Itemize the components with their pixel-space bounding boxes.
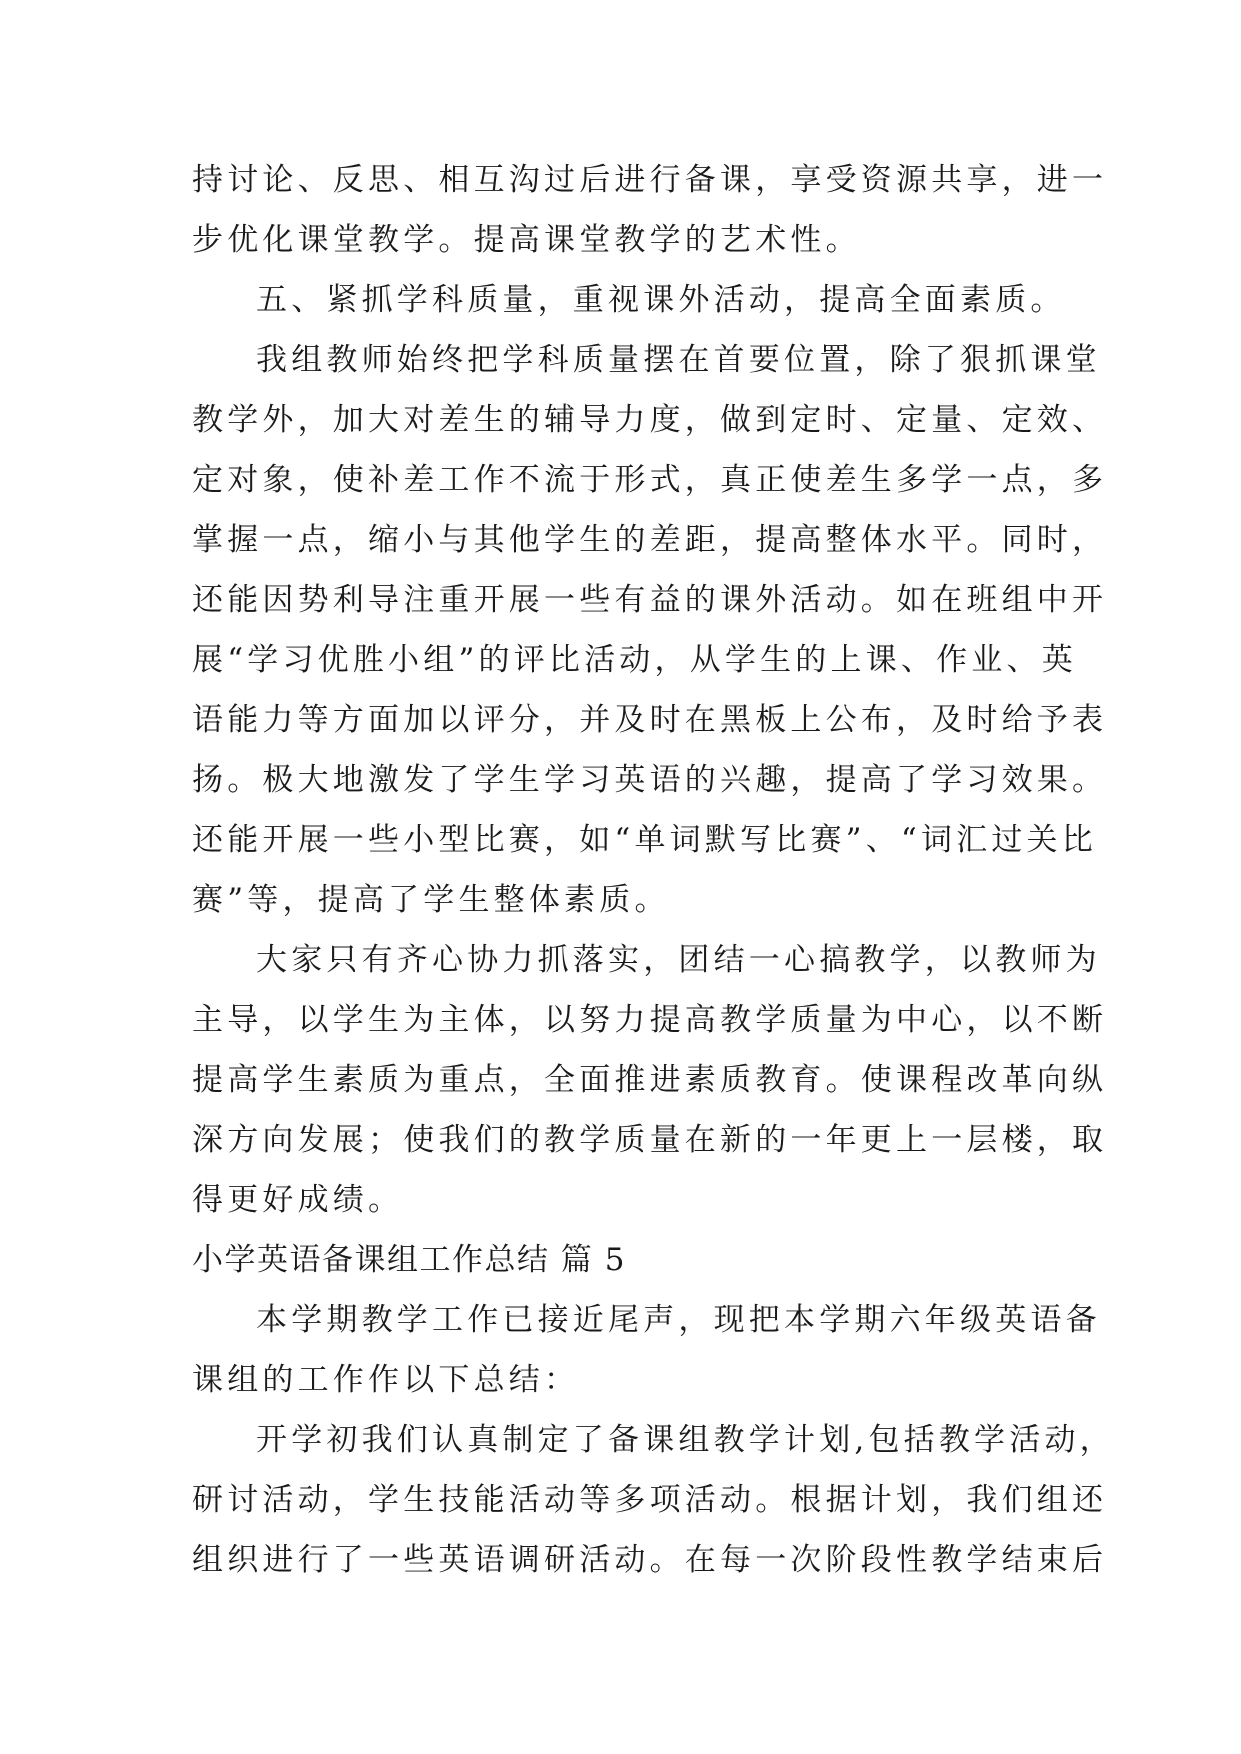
text-line: 赛”等，提高了学生整体素质。 — [192, 882, 670, 918]
text-line: 研讨活动，学生技能活动等多项活动。根据计划，我们组还 — [192, 1482, 1108, 1518]
text-line: 语能力等方面加以评分，并及时在黑板上公布，及时给予表 — [192, 702, 1108, 738]
article-title: 小学英语备课组工作总结 篇 5 — [192, 1242, 626, 1278]
text-line: 本学期教学工作已接近尾声，现把本学期六年级英语备 — [256, 1302, 1101, 1338]
text-line: 开学初我们认真制定了备课组教学计划,包括教学活动， — [256, 1422, 1115, 1458]
text-line: 扬。极大地激发了学生学习英语的兴趣，提高了学习效果。 — [192, 762, 1108, 798]
text-line: 我组教师始终把学科质量摆在首要位置，除了狠抓课堂 — [256, 342, 1101, 378]
text-line: 主导，以学生为主体，以努力提高教学质量为中心，以不断 — [192, 1002, 1108, 1038]
text-line: 提高学生素质为重点，全面推进素质教育。使课程改革向纵 — [192, 1062, 1108, 1098]
text-line: 还能开展一些小型比赛，如“单词默写比赛”、“词汇过关比 — [192, 822, 1097, 858]
text-line: 组织进行了一些英语调研活动。在每一次阶段性教学结束后 — [192, 1542, 1108, 1578]
text-line: 大家只有齐心协力抓落实，团结一心搞教学，以教师为 — [256, 942, 1101, 978]
text-line: 得更好成绩。 — [192, 1182, 404, 1218]
text-line: 持讨论、反思、相互沟过后进行备课，享受资源共享，进一 — [192, 162, 1108, 198]
document-body — [192, 150, 1115, 1590]
text-line: 掌握一点，缩小与其他学生的差距，提高整体水平。同时， — [192, 522, 1108, 558]
text-line: 展“学习优胜小组”的评比活动，从学生的上课、作业、英 — [192, 642, 1077, 678]
text-line: 步优化课堂教学。提高课堂教学的艺术性。 — [192, 222, 861, 258]
text-line: 还能因势利导注重开展一些有益的课外活动。如在班组中开 — [192, 582, 1108, 618]
text-line: 教学外，加大对差生的辅导力度，做到定时、定量、定效、 — [192, 402, 1108, 438]
text-line: 深方向发展；使我们的教学质量在新的一年更上一层楼，取 — [192, 1122, 1108, 1158]
text-line: 课组的工作作以下总结： — [192, 1362, 580, 1398]
section-heading-five: 五、紧抓学科质量，重视课外活动，提高全面素质。 — [256, 282, 1066, 318]
text-line: 定对象，使补差工作不流于形式，真正使差生多学一点，多 — [192, 462, 1108, 498]
